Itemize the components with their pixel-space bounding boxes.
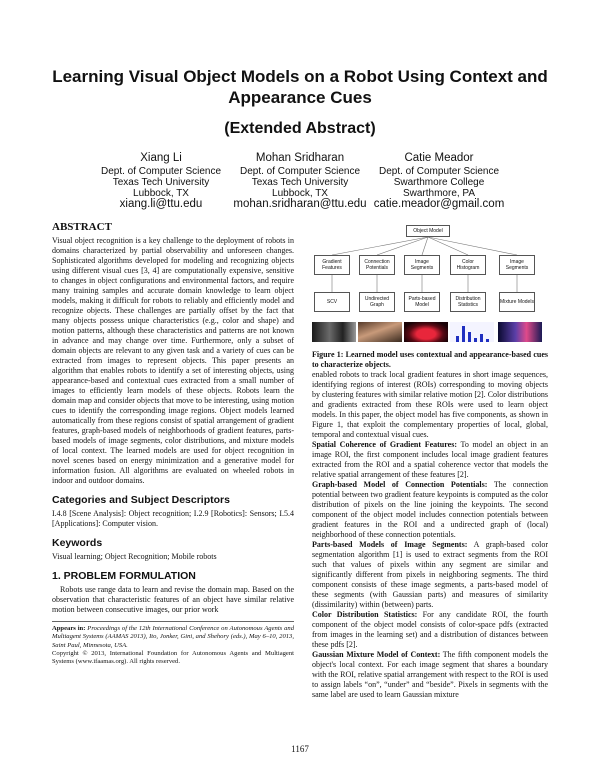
categories-text: I.4.8 [Scene Analysis]: Object recognition; I.2.9 [Robotics]: Sensors; I.5.4 [Applications]: Computer vision. (52, 509, 294, 528)
figure-image-histogram (450, 322, 494, 342)
author-univ: Texas Tech University (251, 177, 349, 188)
paragraph-body: The connection potential between two gradient feature keypoints is computed as the color distribution of pixels on the line joining the keypoints. The second component of the object model includes connection potentials between gradient features in the ROI and a undirected graph of (local) neighborhood of these connection potentials. (312, 480, 549, 539)
paragraph-spatial-coherence (312, 440, 548, 480)
footnote-lead: Appears in: (52, 625, 86, 632)
figure-node-mixture-models: Mixture Models (499, 292, 535, 312)
figure-node-undirected-graph: Undirected Graph (359, 292, 395, 312)
categories-heading: Categories and Subject Descriptors (52, 494, 230, 506)
left-column (52, 222, 294, 666)
paragraph-lead: Color Distribution Statistics: (312, 610, 418, 619)
paragraph-body: A graph-based color segmentation algorithm [1] is used to extract segments from the ROI such that values of pixels within any segment are similar and significantly different from pixels in neighboring segments. The third component consists of these image segments, a parts-based model of these segments (with Gaussian parts) and measures of similarity (dissimilarity) within (between) parts. (312, 540, 548, 609)
figure-1 (312, 222, 544, 344)
problem-formulation-text: Robots use range data to learn and revise the domain map. Based on the observation that characteristic features of an object have similar relative motion between consecutive images, our prior work (52, 585, 294, 614)
paragraph-connection-potentials (312, 480, 548, 540)
page-number: 1167 (291, 744, 309, 754)
author-location: Lubbock, TX (133, 188, 189, 199)
figure-node-connection-potentials: Connection Potentials (359, 255, 395, 275)
abstract-text: Visual object recognition is a key challenge to the deployment of robots in domains characterized by partial observability and unforeseen changes. Sophisticated algorithms developed for modeling and recognizing objects using different visual cues [3, 4] are computationally expensive, sensitive to changes in object configurations and environmental factors, and require many training samples and accurate domain knowledge to learn object models, making it difficult for robots to reliably and efficiently model and recognize objects. These challenges are partially offset by the fact that many objects possess unique characteristics (e.g., color and shape) and motion patterns, although these characteristics and patterns are not known in advance and may change over time. Furthermore, only a subset of domain objects are relevant to any given task and a variety of cues can be extracted from images to represent objects. This paper presents an algorithm that enables robots to identify a set of interesting objects, using appearance-based and contextual cues extracted from a small number of images to efficiently learn models of these objects. Robots learn the domain map and consider objects that move to be interesting, using motion cues to identify the corresponding image regions. Object models learned automatically from these regions consist of spatial arrangement of gradient features, graph-based models of neighborhoods of gradient features, parts-based models of image segments, color distributions, and mixture models of local context. The learned models are used for object recognition in novel scenes based on energy minimization and a generative model for information fusion. All algorithms are evaluated on wheeled robots in indoor and outdoor domains. (52, 236, 294, 485)
right-column (312, 222, 548, 700)
figure-image-segments (404, 322, 448, 342)
author-dept: Dept. of Computer Science (100, 166, 222, 177)
paragraph-body: The fifth component models the object's local context. For each image segment that shares a boundary with the ROI, relative spatial arrangement with respect to the ROI is used to assign labels “on”, “under” and “beside”. Pixels in segments with the same label are used to learn Gaussian mixture (312, 650, 548, 699)
figure-node-color-histogram: Color Histogram (450, 255, 486, 275)
footnote-text: Proceedings of the 12th International Conference on Autonomous Agents and Multiagent Systems (AAMAS 2013), Ito, Jonker, Gini, and Shehory (eds.), May 6–10, 2013, Saint Paul, Minnesota, USA. (52, 625, 294, 649)
figure-node-distribution-statistics: Distribution Statistics (450, 292, 486, 312)
copyright-text: Copyright © 2013, International Foundation for Autonomous Agents and Multiagent Systems (www.ifaamas.org). All rights reserved. (52, 649, 294, 666)
paragraph-lead: Spatial Coherence of Gradient Features: (312, 440, 457, 449)
figure-node-image-segments: Image Segments (404, 255, 440, 275)
author-location: Swarthmore, PA (402, 188, 476, 199)
author-3 (354, 153, 524, 210)
figure-node-gradient-features: Gradient Features (314, 255, 350, 275)
author-location: Lubbock, TX (272, 188, 328, 199)
paragraph-gaussian-mixture (312, 650, 548, 700)
abstract-heading: ABSTRACT (52, 221, 112, 233)
author-name: Mohan Sridharan (255, 152, 345, 164)
problem-formulation-heading: 1. PROBLEM FORMULATION (52, 570, 196, 582)
keywords-heading: Keywords (52, 537, 103, 549)
paragraph-color-distribution (312, 610, 548, 650)
paragraph-body: For any candidate ROI, the fourth component of the object model consists of color-space pdfs (extracted from images in the learning set) and a distribution of distances between these pdfs [2]. (312, 610, 548, 649)
author-name: Xiang Li (140, 152, 182, 164)
keywords-text: Visual learning; Object Recognition; Mobile robots (52, 552, 217, 561)
author-dept: Dept. of Computer Science (378, 166, 500, 177)
histogram-bars (450, 322, 494, 342)
paragraph-body: To model an object in an image ROI, the first component includes local image gradient features extracted from the ROI and a spatial coherence vector that models the relative spatial arrangement of these features [2]. (312, 440, 548, 479)
right-intro-text: enabled robots to track local gradient features in short image sequences, identifying regions of interest (ROIs) corresponding to moving objects by clustering features with similar relative motion [2]. Color distributions and gradients extracted from these ROIs were used to learn object models. In this paper, the object model has five components, as shown in Figure 1, that exploit the complementary properties of local, global, temporal and contextual visual cues. (312, 370, 548, 439)
author-email: catie.meador@gmail.com (373, 198, 505, 210)
author-email: xiang.li@ttu.edu (119, 198, 203, 210)
author-univ: Swarthmore College (393, 177, 485, 188)
figure-node-parts-based-model: Parts-based Model (404, 292, 440, 312)
paragraph-lead: Graph-based Model of Connection Potentials: (312, 480, 488, 489)
footnote (52, 621, 294, 666)
author-name: Catie Meador (404, 152, 474, 164)
paragraph-parts-based (312, 540, 548, 610)
figure-node-image-segments-2: Image Segments (499, 255, 535, 275)
paragraph-lead: Parts-based Models of Image Segments: (312, 540, 468, 549)
figure-node-scv: SCV (314, 292, 350, 312)
paper-subtitle: (Extended Abstract) (224, 120, 376, 137)
figure-image-graph (358, 322, 402, 342)
figure-root-node: Object Model (406, 225, 450, 237)
author-email: mohan.sridharan@ttu.edu (233, 198, 367, 210)
author-univ: Texas Tech University (112, 177, 210, 188)
paragraph-lead: Gaussian Mixture Model of Context: (312, 650, 441, 659)
author-dept: Dept. of Computer Science (239, 166, 361, 177)
figure-caption: Figure 1: Learned model uses contextual and appearance-based cues to characterize objects. (312, 350, 548, 369)
paper-title: Learning Visual Object Models on a Robot Using Context and Appearance Cues (52, 67, 548, 107)
figure-image-mixture (498, 322, 542, 342)
figure-image-gradient (312, 322, 356, 342)
